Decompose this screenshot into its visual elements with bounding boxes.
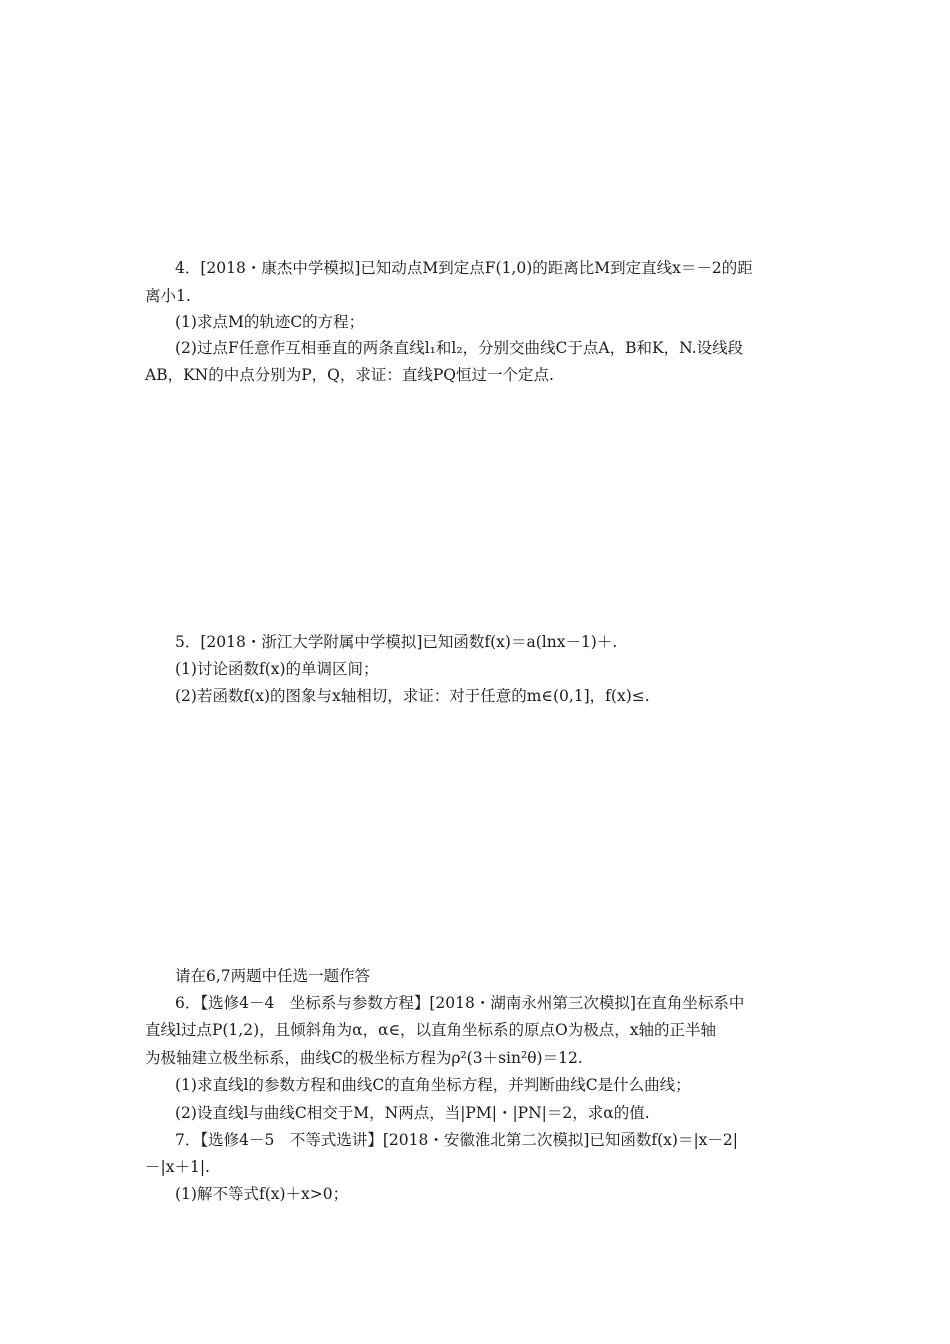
- problem-6-part-2: (2)设直线l与曲线C相交于M，N两点，当|PM|・|PN|＝2，求α的值.: [175, 1104, 650, 1122]
- problem-4-part-1: (1)求点M的轨迹C的方程；: [175, 313, 365, 331]
- problem-5-part-1: (1)讨论函数f(x)的单调区间；: [175, 660, 379, 678]
- problem-6-statement-line-2: 直线l过点P(1,2)，且倾斜角为α，α∈，以直角坐标系的原点O为极点，x轴的正半轴: [145, 1021, 716, 1039]
- problem-5-part-2: (2)若函数f(x)的图象与x轴相切，求证：对于任意的m∈(0,1]，f(x)≤.: [175, 687, 650, 705]
- problem-7-part-1: (1)解不等式f(x)＋x>0；: [175, 1185, 349, 1203]
- problem-6-statement-line-3: 为极轴建立极坐标系，曲线C的极坐标方程为ρ²(3＋sin²θ)＝12.: [145, 1049, 583, 1067]
- problem-6-statement-line-1: 6．【选修4－4 坐标系与参数方程】[2018・湖南永州第三次模拟]在直角坐标系中: [175, 994, 745, 1012]
- problem-4-part-2-line-2: AB，KN的中点分别为P，Q，求证：直线PQ恒过一个定点.: [145, 366, 554, 384]
- problem-6-part-1: (1)求直线l的参数方程和曲线C的直角坐标方程，并判断曲线C是什么曲线；: [175, 1076, 691, 1094]
- choice-instruction: 请在6,7两题中任选一题作答: [175, 967, 371, 985]
- problem-5-statement: 5．[2018・浙江大学附属中学模拟]已知函数f(x)＝a(lnx－1)＋.: [175, 633, 618, 651]
- problem-4-statement-line-1: 4．[2018・康杰中学模拟]已知动点M到定点F(1,0)的距离比M到定直线x＝－2的距: [175, 259, 753, 277]
- problem-4-statement-line-2: 离小1.: [145, 287, 191, 305]
- problem-4-part-2-line-1: (2)过点F任意作互相垂直的两条直线l₁和l₂，分别交曲线C于点A，B和K，N.设线段: [175, 339, 744, 357]
- problem-7-statement-line-1: 7．【选修4－5 不等式选讲】[2018・安徽淮北第二次模拟]已知函数f(x)＝|x－2|: [175, 1131, 738, 1149]
- problem-7-statement-line-2: －|x＋1|.: [145, 1158, 210, 1176]
